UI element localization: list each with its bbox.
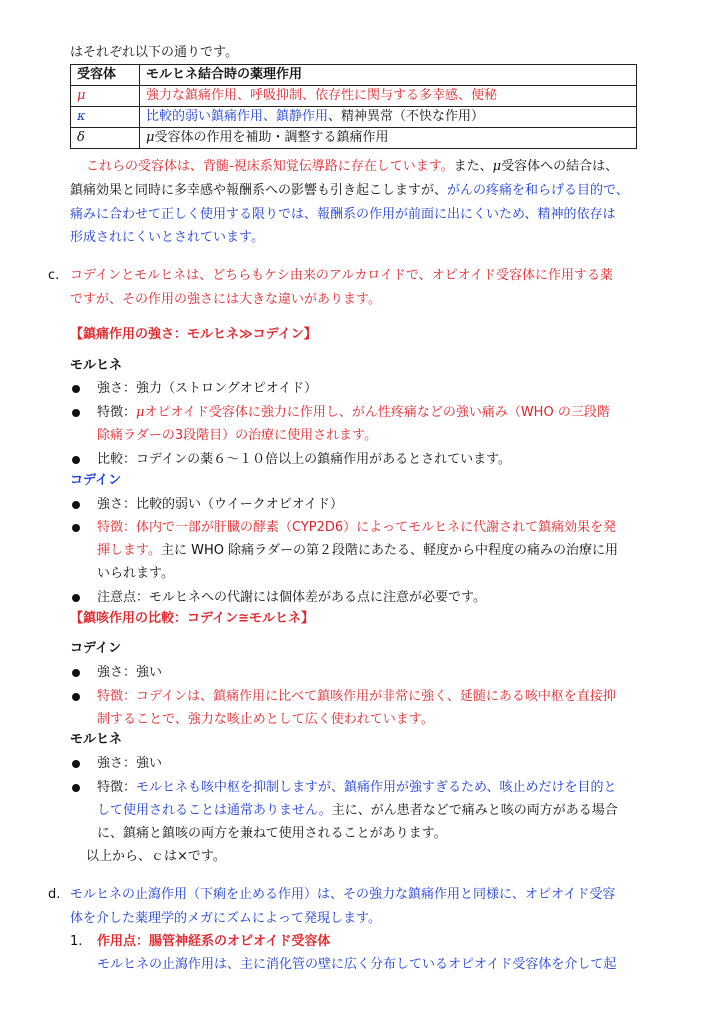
- morphine-antitussive-black-2: 主に、がん患者などで痛みと咳の両方がある場合: [331, 803, 618, 818]
- table-row-kappa: [71, 107, 637, 128]
- heading-antitussive: 【鎮咳作用の比較：コデイン≅モルヒネ】: [70, 611, 314, 626]
- section-d-item-1-line-1: モルヒネの止瀉作用は、主に消化管の壁に広く分布しているオピオイド受容体を介して起: [97, 957, 617, 972]
- morphine-feature-line-1: [97, 403, 610, 423]
- morphine-feature-line-2: 除痛ラダーの3段階目）の治療に使用されます。: [97, 428, 378, 443]
- bullet-icon: [72, 501, 80, 509]
- receptor-para-line-4: 形成されにくいとされています。: [70, 230, 264, 245]
- codeine-antitussive-feature-1: 特徴：コデインは、鎮痛作用に比べて鎮咳作用が非常に強く、延髄にある咳中枢を直接抑: [97, 689, 616, 704]
- bullet-icon: [72, 693, 80, 701]
- morphine-strength: 強さ：強力（ストロングオピオイド）: [97, 381, 318, 396]
- morphine-antitussive-feature-3: に、鎮痛と鎮咳の両方を兼ねて使用されることがあります。: [97, 826, 447, 841]
- receptor-para-red: これらの受容体は、背髄-視床系知覚伝導路に存在しています。: [86, 159, 454, 174]
- morphine-compare: 比較：コデインの薬６〜１０倍以上の鎮痛作用があるとされています。: [97, 452, 512, 467]
- table-header-effect: モルヒネ結合時の薬理作用: [140, 65, 637, 86]
- receptor-para-line-2: [70, 181, 629, 201]
- codeine-feature-red: 揮します。: [97, 543, 161, 558]
- intro-line: はそれぞれ以下の通りです。: [70, 45, 238, 60]
- codeine-antitussive-feature-2: 制することで、強力な咳止めとして広く使われています。: [97, 712, 434, 727]
- section-c-marker: c.: [48, 268, 60, 283]
- codeine-feature-line-2: [97, 541, 618, 561]
- receptor-effect-mu: 強力な鎮痛作用、呼吸抑制、依存性に関与する多幸感、便秘: [140, 86, 637, 107]
- receptor-symbol-kappa: κ: [71, 107, 140, 128]
- bullet-icon: [72, 760, 80, 768]
- codeine-feature-line-3: いられます。: [97, 566, 174, 581]
- morphine-antitussive-prefix: 特徴：: [97, 780, 137, 795]
- delta-effect-text: 受容体の作用を補助・調整する鎮痛作用: [154, 130, 389, 145]
- codeine-antitussive-strength: 強さ：強い: [97, 665, 163, 680]
- table-header-receptor: 受容体: [71, 65, 140, 86]
- delta-effect-symbol: μ: [146, 130, 155, 145]
- receptor-para-line-3: 痛みに合わせて正しく使用する限りでは、報酬系の作用が前面に出にくいため、精神的依存は: [70, 207, 616, 222]
- bullet-icon: [72, 385, 80, 393]
- morphine-feature-mu-symbol: μ: [136, 405, 145, 420]
- table-header-row: [71, 65, 637, 86]
- section-c-line-1: コデインとモルヒネは、どちらもケシ由来のアルカロイドで、オピオイド受容体に作用する薬: [70, 268, 614, 283]
- morphine-antitussive-blue: モルヒネも咳中枢を抑制しますが、鎮痛作用が強すぎるため、咳止めだけを目的と: [136, 780, 617, 795]
- receptor-para-black-2: 受容体への結合は、: [501, 159, 619, 174]
- bullet-icon: [72, 456, 80, 464]
- receptor-para-black: また、: [453, 159, 493, 174]
- section-d-item-1-heading: 作用点：腸管神経系のオピオイド受容体: [97, 934, 331, 949]
- section-d-line-1: モルヒネの止瀉作用（下痢を止める作用）は、その強力な鎮痛作用と同様に、オピオイド受容: [70, 887, 616, 902]
- receptor-symbol-delta: δ: [71, 128, 140, 149]
- section-c-line-2: ですが、その作用の強さには大きな違いがあります。: [70, 292, 381, 307]
- receptor-effect-delta: [140, 128, 637, 149]
- section-d-line-2: 体を介した薬理学的メガにズムによって発現します。: [70, 911, 381, 926]
- section-c-conclusion: 以上から、ｃは×です。: [86, 849, 226, 864]
- section-d-item-1-number: 1.: [70, 934, 83, 949]
- morphine-label-2: モルヒネ: [70, 732, 123, 747]
- table-row-mu: [71, 86, 637, 107]
- codeine-note: 注意点：モルヒネへの代謝には個体差がある点に注意が必要です。: [97, 590, 486, 605]
- morphine-antitussive-strength: 強さ：強い: [97, 756, 163, 771]
- codeine-feature-line-1: 特徴：体内で一部が肝臓の酵素（CYP2D6）によってモルヒネに代謝されて鎮痛効果を発: [97, 520, 617, 535]
- codeine-label: コデイン: [70, 473, 122, 488]
- bullet-icon: [72, 669, 80, 677]
- morphine-antitussive-feature-2: [97, 801, 618, 821]
- codeine-feature-black: 主に WHO 除痛ラダーの第２段階にあたる、軽度から中程度の痛みの治療に用: [160, 543, 618, 558]
- kappa-effect-black: 、精神異常（不快な作用）: [328, 109, 485, 124]
- receptor-para-l2-blue: がんの疼痛を和らげる目的で、: [447, 183, 629, 198]
- receptor-table: [70, 64, 637, 149]
- receptor-para-l2-black: 鎮痛効果と同時に多幸感や報酬系への影響も引き起こしますが、: [70, 183, 448, 198]
- codeine-label-2: コデイン: [70, 641, 122, 656]
- morphine-antitussive-feature-1: [97, 778, 617, 798]
- morphine-label: モルヒネ: [70, 358, 123, 373]
- receptor-para-mu-symbol: μ: [492, 159, 502, 174]
- receptor-para-line-1: [86, 157, 618, 177]
- kappa-effect-blue: 比較的弱い鎮痛作用、鎮静作用: [146, 109, 329, 124]
- morphine-feature-text: オピオイド受容体に強力に作用し、がん性疼痛などの強い痛み（WHO の三段階: [144, 405, 610, 420]
- table-row-delta: [71, 128, 637, 149]
- bullet-icon: [72, 409, 80, 417]
- receptor-effect-kappa: [140, 107, 637, 128]
- receptor-symbol-mu: μ: [71, 86, 140, 107]
- morphine-antitussive-blue-2: して使用されることは通常ありません。: [97, 803, 332, 818]
- heading-analgesic-strength: 【鎮痛作用の強さ：モルヒネ≫コデイン】: [70, 327, 317, 342]
- codeine-strength: 強さ：比較的弱い（ウイークオピオイド）: [97, 497, 343, 512]
- bullet-icon: [72, 784, 80, 792]
- morphine-feature-prefix: 特徴：: [97, 405, 137, 420]
- bullet-icon: [72, 594, 80, 602]
- bullet-icon: [72, 524, 80, 532]
- section-d-marker: d.: [48, 887, 61, 902]
